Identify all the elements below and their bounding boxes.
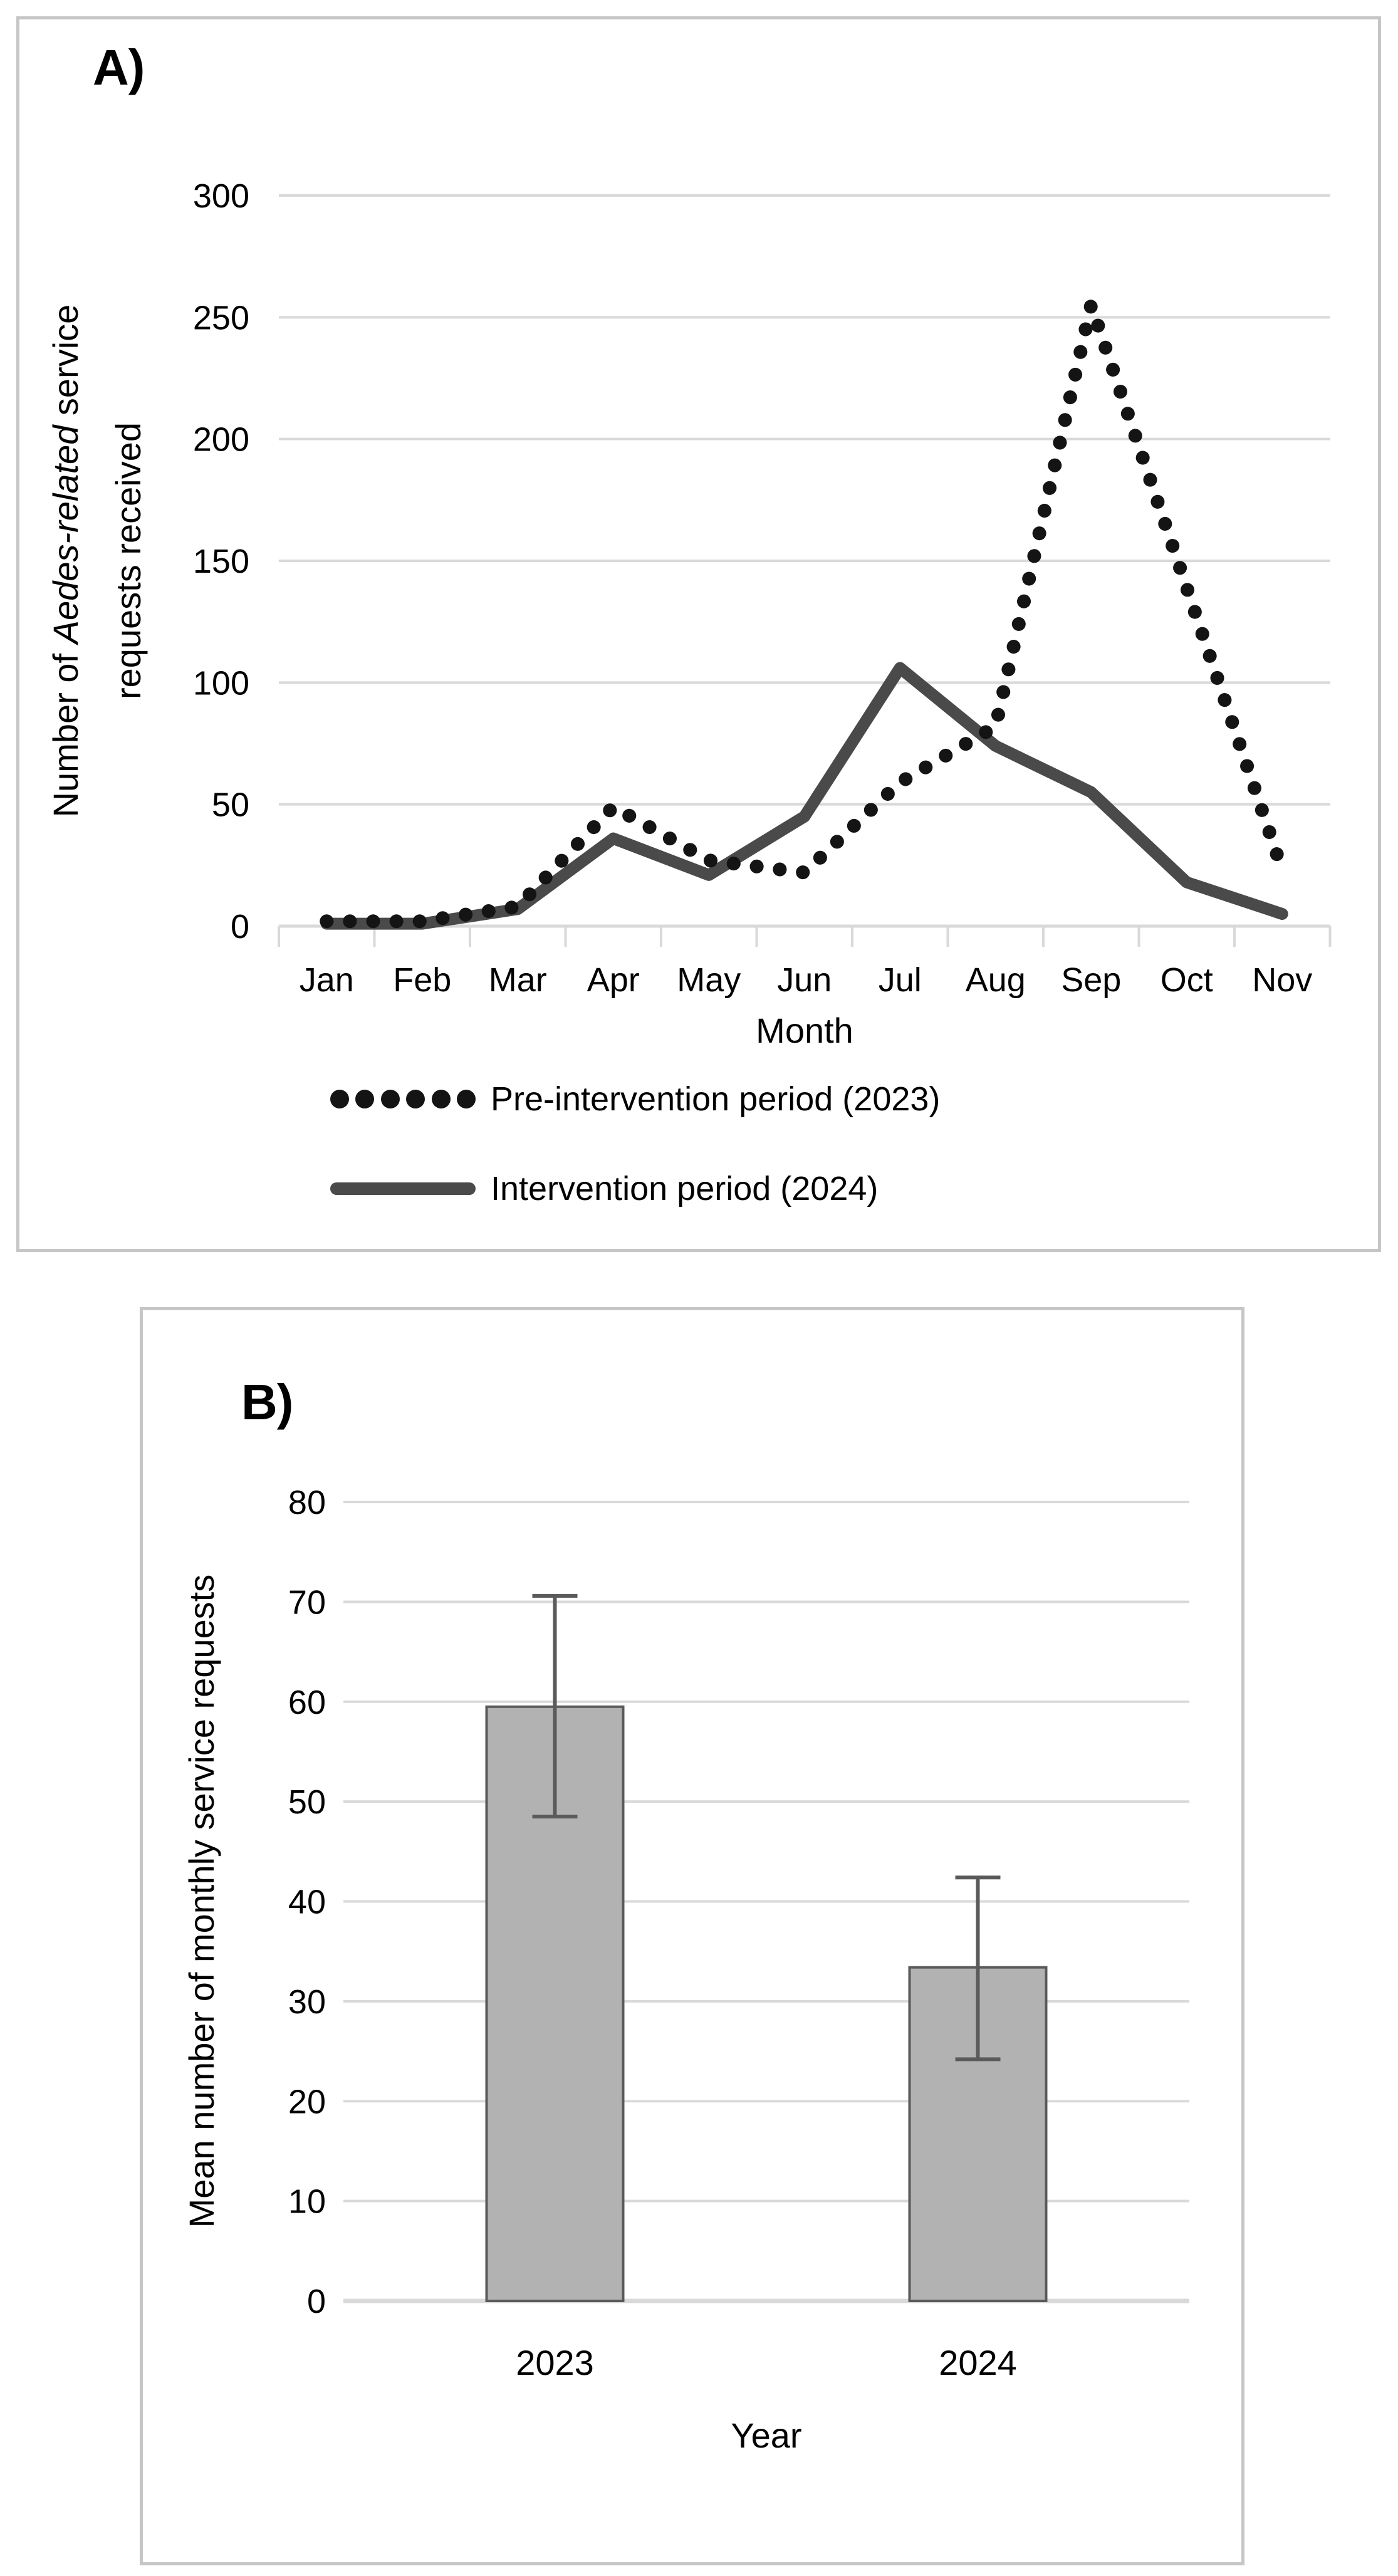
y-tick-label: 60	[288, 1683, 326, 1721]
y-tick-label: 300	[192, 177, 249, 215]
y-tick-label: 20	[288, 2083, 326, 2121]
y-tick-label: 0	[230, 908, 249, 946]
y-tick-label: 100	[192, 664, 249, 702]
panel-b-label: B)	[241, 1374, 293, 1430]
x-tick-label: Oct	[1160, 961, 1213, 999]
legend-item-pre-intervention	[330, 1082, 940, 1117]
y-tick-label: 50	[211, 786, 249, 824]
y-tick-label: 150	[192, 542, 249, 580]
y-tick-label: 70	[288, 1583, 326, 1622]
legend-label: Intervention period (2024)	[491, 1170, 879, 1207]
x-tick-label: 2023	[516, 2343, 594, 2382]
legend-label: Pre-intervention period (2023)	[491, 1080, 941, 1118]
y-tick-label: 30	[288, 1983, 326, 2021]
x-tick-label: Sep	[1061, 961, 1122, 999]
y-tick-label: 50	[288, 1783, 326, 1822]
x-tick-label: Jul	[878, 961, 922, 999]
y-tick-label: 80	[288, 1484, 326, 1521]
chart-a-y-axis-title-line2: requests received	[108, 422, 148, 700]
x-tick-label: Jan	[299, 961, 354, 999]
y-tick-label: 10	[288, 2182, 326, 2221]
x-tick-label: Feb	[393, 961, 452, 999]
y-tick-label: 40	[288, 1883, 326, 1921]
chart-a-x-axis-title: Month	[756, 1011, 853, 1050]
panel-b	[140, 1307, 1244, 2565]
x-tick-label: Mar	[488, 961, 547, 999]
x-tick-label: May	[677, 961, 741, 999]
dotted-line-swatch-icon	[330, 1090, 476, 1108]
y-title-italic-text: Aedes-related	[46, 425, 85, 644]
solid-line-swatch-icon	[330, 1182, 476, 1195]
y-tick-label: 250	[192, 299, 249, 337]
x-tick-label: Aug	[965, 961, 1026, 999]
y-title-text: Number of	[46, 644, 85, 818]
y-tick-label: 200	[192, 420, 249, 459]
panel-a-label: A)	[93, 39, 145, 95]
legend-item-intervention	[330, 1171, 878, 1206]
x-tick-label: 2024	[939, 2343, 1017, 2382]
x-tick-label: Apr	[587, 961, 640, 999]
chart-a-y-axis-title-line1	[34, 122, 97, 999]
chart-a-y-axis-title	[34, 122, 160, 999]
x-tick-label: Nov	[1252, 961, 1313, 999]
chart-b-x-axis-title: Year	[731, 2416, 802, 2455]
x-tick-label: Jun	[777, 961, 832, 999]
panel-a	[16, 16, 1381, 1252]
y-title-text: service	[46, 304, 85, 425]
y-tick-label: 0	[306, 2283, 326, 2320]
chart-b-y-axis-title: Mean number of monthly service requests	[182, 1574, 221, 2228]
